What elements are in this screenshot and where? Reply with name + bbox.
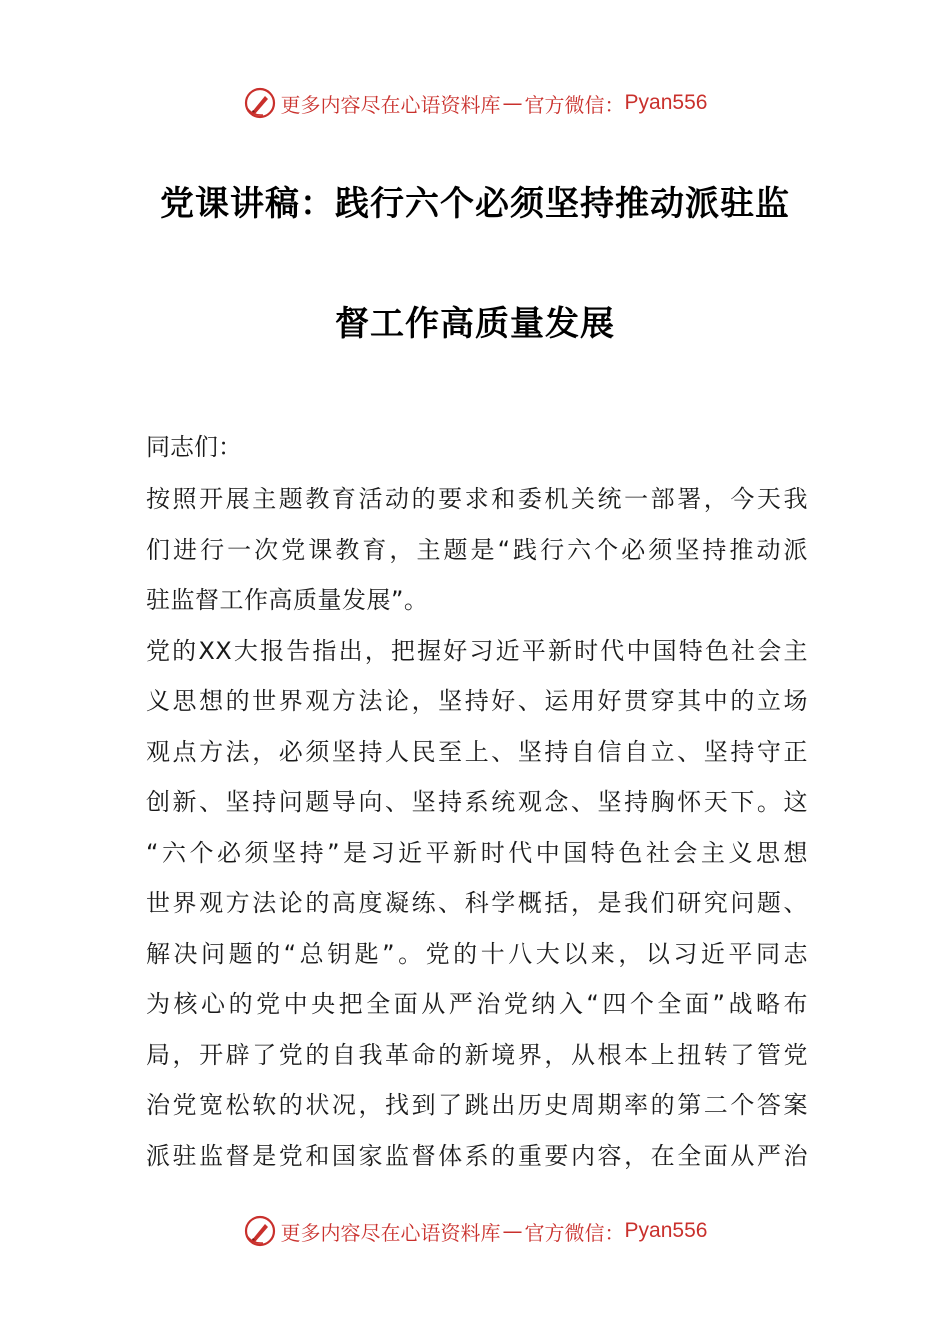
banner-wechat-id: Pyan556: [624, 91, 708, 114]
banner-wechat-label: 官方微信：: [524, 1220, 625, 1245]
banner-brand-text: 更多内容尽在心语资料库: [280, 92, 501, 117]
body-line: 观点方法，必须坚持人民至上、坚持自信自立、坚持守正: [146, 737, 808, 766]
body-line: 派驻监督是党和国家监督体系的重要内容，在全面从严治: [146, 1141, 808, 1170]
document-title-line-1: 党课讲稿：践行六个必须坚持推动派驻监: [160, 184, 790, 224]
document-title-line-2: 督工作高质量发展: [335, 304, 615, 344]
body-line: 创新、坚持问题导向、坚持系统观念、坚持胸怀天下。这: [146, 788, 808, 816]
banner-wechat-id: Pyan556: [624, 1219, 708, 1242]
body-line: 义思想的世界观方法论，坚持好、运用好贯穿其中的立场: [146, 687, 808, 715]
body-line: “六个必须坚持”是习近平新时代中国特色社会主义思想: [146, 838, 808, 867]
pen-logo-icon: [243, 1214, 277, 1248]
header-watermark: [0, 83, 950, 123]
body-line: 们进行一次党课教育，主题是“践行六个必须坚持推动派: [146, 535, 808, 564]
body-line: 按照开展主题教育活动的要求和委机关统一部署，今天我: [146, 485, 808, 513]
banner-dash: —: [502, 1219, 523, 1243]
body-line: 局，开辟了党的自我革命的新境界，从根本上扭转了管党: [146, 1040, 808, 1069]
document-body: [146, 474, 808, 1181]
body-line: 驻监督工作高质量发展”。: [146, 586, 429, 614]
footer-watermark: [0, 1211, 950, 1251]
body-line: 世界观方法论的高度凝练、科学概括，是我们研究问题、: [146, 889, 808, 917]
body-line: 为核心的党中央把全面从严治党纳入“四个全面”战略布: [146, 990, 808, 1018]
salutation: 同志们：: [146, 433, 242, 461]
banner-brand-text: 更多内容尽在心语资料库: [280, 1220, 501, 1245]
banner-wechat-label: 官方微信：: [524, 92, 625, 117]
pen-logo-icon: [243, 86, 277, 120]
body-line: 党的XX大报告指出，把握好习近平新时代中国特色社会主: [146, 636, 808, 665]
body-line: 治党宽松软的状况，找到了跳出历史周期率的第二个答案: [146, 1091, 808, 1119]
body-line: 解决问题的“总钥匙”。党的十八大以来，以习近平同志: [146, 939, 808, 968]
banner-dash: —: [502, 91, 523, 115]
